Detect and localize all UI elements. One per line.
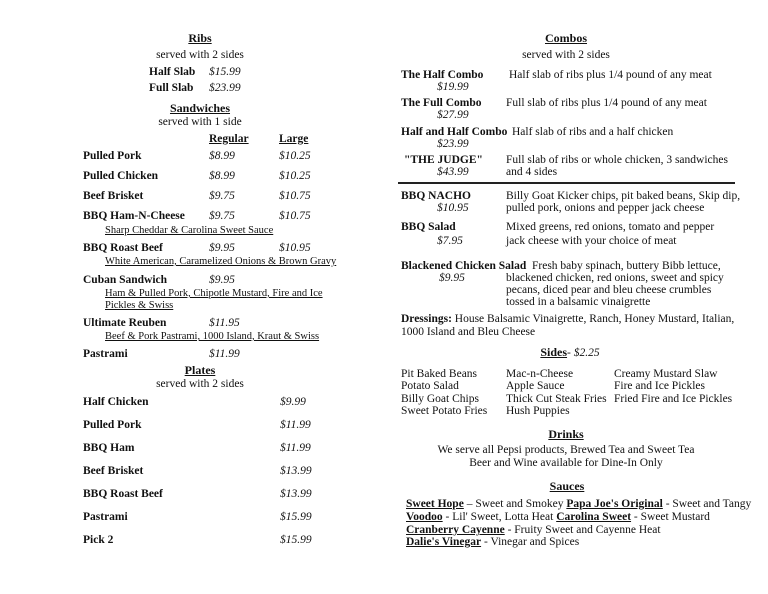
- combos-heading: Combos: [544, 31, 588, 45]
- menu-item-name: Pastrami: [83, 348, 128, 360]
- menu-item-description: Mixed greens, red onions, tomato and pepper: [506, 221, 715, 233]
- menu-item-description: jack cheese with your choice of meat: [506, 235, 677, 247]
- menu-item-description: Half slab of ribs and a half chicken: [512, 126, 674, 138]
- drinks-text: Beer and Wine available for Dine-In Only: [469, 457, 663, 469]
- sauce-desc: - Sweet and Tangy: [662, 498, 752, 510]
- sauces-heading: Sauces: [549, 479, 585, 493]
- dressings-line: [401, 313, 734, 325]
- menu-item-name: Half and Half Combo: [401, 126, 508, 138]
- menu-item-note: Pickles & Swiss: [105, 300, 174, 311]
- menu-item-description: Half slab of ribs plus 1/4 pound of any meat: [509, 69, 712, 81]
- menu-item-description: Billy Goat Kicker chips, pit baked beans, Skip dip,: [506, 190, 741, 202]
- sides-item: Fried Fire and Ice Pickles: [614, 393, 733, 405]
- menu-item-price: $10.75: [279, 210, 311, 222]
- menu-item-price: $11.99: [280, 442, 311, 454]
- menu-item-name: Half Slab: [149, 66, 196, 78]
- menu-item-price: $15.99: [280, 511, 312, 523]
- sides-price: - $2.25: [567, 347, 600, 359]
- menu-item-name: BBQ Ham-N-Cheese: [83, 210, 185, 222]
- sides-item: Potato Salad: [401, 380, 459, 392]
- menu-item-name: BBQ Salad: [401, 221, 456, 233]
- menu-item-name: BBQ Ham: [83, 442, 135, 454]
- menu-item-name: Beef Brisket: [83, 190, 144, 202]
- menu-item-price: $19.99: [437, 81, 469, 93]
- sauce-name: Papa Joe's Original: [566, 498, 663, 510]
- combos-subtitle: served with 2 sides: [522, 49, 610, 61]
- column-header-large: Large: [279, 133, 309, 145]
- sides-item: Billy Goat Chips: [401, 393, 479, 405]
- ribs-subtitle: served with 2 sides: [156, 49, 244, 61]
- menu-item-name: Pulled Pork: [83, 150, 142, 162]
- sides-item: Sweet Potato Fries: [401, 405, 488, 417]
- dressings-text: 1000 Island and Bleu Cheese: [401, 326, 536, 338]
- menu-item-name: Blackened Chicken Salad: [401, 260, 527, 272]
- sauce-line: [406, 511, 710, 523]
- menu-item-price: $13.99: [280, 488, 312, 500]
- menu-item-price: $9.75: [209, 210, 235, 222]
- menu-item-price: $11.99: [280, 419, 311, 431]
- menu-item-price: $7.95: [437, 235, 463, 247]
- menu-item-price: $27.99: [437, 109, 469, 121]
- menu-item-price: $10.75: [279, 190, 311, 202]
- menu-item-price: $9.99: [280, 396, 306, 408]
- sauce-name: Voodoo: [406, 511, 443, 523]
- menu-item-note: Ham & Pulled Pork, Chipotle Mustard, Fire and Ice: [105, 288, 323, 299]
- sides-item: Hush Puppies: [506, 405, 570, 417]
- menu-item-description: Full slab of ribs plus 1/4 pound of any meat: [506, 97, 707, 109]
- menu-item-description: tossed in a balsamic vinaigrette: [506, 296, 651, 308]
- sides-item: Creamy Mustard Slaw: [614, 368, 718, 380]
- dressings-text: House Balsamic Vinaigrette, Ranch, Honey Mustard, Italian,: [454, 313, 735, 325]
- menu-item-name: Cuban Sandwich: [83, 274, 168, 286]
- menu-item-price: $11.99: [209, 348, 240, 360]
- menu-item-description: Fresh baby spinach, buttery Bibb lettuce,: [532, 260, 721, 272]
- plates-subtitle: served with 2 sides: [156, 378, 244, 390]
- sauce-line: [406, 524, 661, 536]
- menu-item-name: The Full Combo: [401, 97, 482, 109]
- column-header-regular: Regular: [209, 133, 249, 145]
- menu-item-price: $15.99: [280, 534, 312, 546]
- menu-item-note: White American, Caramelized Onions & Brown Gravy: [105, 256, 337, 267]
- sides-item: Fire and Ice Pickles: [614, 380, 706, 392]
- menu-item-name: BBQ NACHO: [401, 190, 471, 202]
- menu-item-price: $43.99: [437, 166, 469, 178]
- sandwiches-subtitle: served with 1 side: [158, 116, 242, 128]
- sauce-desc: - Lil' Sweet, Lotta Heat: [442, 511, 557, 523]
- menu-item-price: $9.95: [209, 242, 235, 254]
- menu-item-name: Beef Brisket: [83, 465, 144, 477]
- menu-item-price: $23.99: [437, 138, 469, 150]
- section-divider: [398, 182, 735, 184]
- menu-item-price: $15.99: [209, 66, 241, 78]
- sauce-desc: - Sweet Mustard: [631, 511, 710, 523]
- sauce-line: [406, 536, 579, 548]
- menu-item-name: BBQ Roast Beef: [83, 242, 163, 254]
- sides-item: Mac-n-Cheese: [506, 368, 574, 380]
- menu-item-name: Full Slab: [149, 82, 194, 94]
- sauce-name: Sweet Hope: [406, 498, 464, 510]
- sauce-line: [406, 498, 751, 510]
- menu-item-price: $10.95: [279, 242, 311, 254]
- dressings-label: Dressings:: [401, 313, 452, 325]
- menu-item-name: The Half Combo: [401, 69, 484, 81]
- menu-item-price: $8.99: [209, 170, 235, 182]
- sides-item: Thick Cut Steak Fries: [506, 393, 607, 405]
- menu-item-note: Beef & Pork Pastrami, 1000 Island, Kraut & Swiss: [105, 331, 320, 342]
- menu-item-description: blackened chicken, red onions, sweet and spicy: [506, 272, 724, 284]
- sauce-desc: - Fruity Sweet and Cayenne Heat: [504, 524, 661, 536]
- menu-item-price: $8.99: [209, 150, 235, 162]
- menu-item-name: BBQ Roast Beef: [83, 488, 163, 500]
- sides-heading-line: [540, 346, 599, 359]
- menu-item-name: Pastrami: [83, 511, 128, 523]
- sandwiches-heading: Sandwiches: [169, 101, 231, 115]
- menu-item-price: $13.99: [280, 465, 312, 477]
- sides-item: Pit Baked Beans: [401, 368, 478, 380]
- drinks-heading: Drinks: [548, 427, 584, 441]
- menu-item-name: Ultimate Reuben: [83, 317, 167, 329]
- menu-item-name: Pick 2: [83, 534, 114, 546]
- menu-item-description: pulled pork, onions and pepper jack cheese: [506, 202, 705, 214]
- sauce-desc: – Sweet and Smokey: [463, 498, 567, 510]
- menu-item-name: Half Chicken: [83, 396, 149, 408]
- plates-heading: Plates: [184, 363, 216, 377]
- sides-heading: Sides: [540, 345, 568, 359]
- drinks-text: We serve all Pepsi products, Brewed Tea and Sweet Tea: [437, 444, 695, 456]
- menu-item-name: Pulled Chicken: [83, 170, 159, 182]
- sauce-name: Carolina Sweet: [556, 511, 632, 523]
- menu-item-price: $10.95: [437, 202, 469, 214]
- sauce-desc: - Vinegar and Spices: [481, 536, 580, 548]
- menu-item-price: $9.75: [209, 190, 235, 202]
- menu-item-description: Full slab of ribs or whole chicken, 3 sandwiches: [506, 154, 728, 166]
- menu-item-name: "THE JUDGE": [404, 154, 483, 166]
- menu-item-price: $10.25: [279, 150, 311, 162]
- menu-item-price: $23.99: [209, 82, 241, 94]
- menu-item-description: pecans, diced pear and bleu cheese crumbles: [506, 284, 712, 296]
- ribs-heading: Ribs: [188, 31, 212, 45]
- menu-item-price: $10.25: [279, 170, 311, 182]
- menu-item-price: $9.95: [439, 272, 465, 284]
- menu-item-name: Pulled Pork: [83, 419, 142, 431]
- sauce-name: Dalie's Vinegar: [406, 536, 482, 548]
- sides-item: Apple Sauce: [506, 380, 565, 392]
- menu-item-description: and 4 sides: [506, 166, 558, 178]
- menu-item-price: $11.95: [209, 317, 240, 329]
- menu-item-note: Sharp Cheddar & Carolina Sweet Sauce: [105, 225, 274, 236]
- menu-item-price: $9.95: [209, 274, 235, 286]
- sauce-name: Cranberry Cayenne: [406, 524, 505, 536]
